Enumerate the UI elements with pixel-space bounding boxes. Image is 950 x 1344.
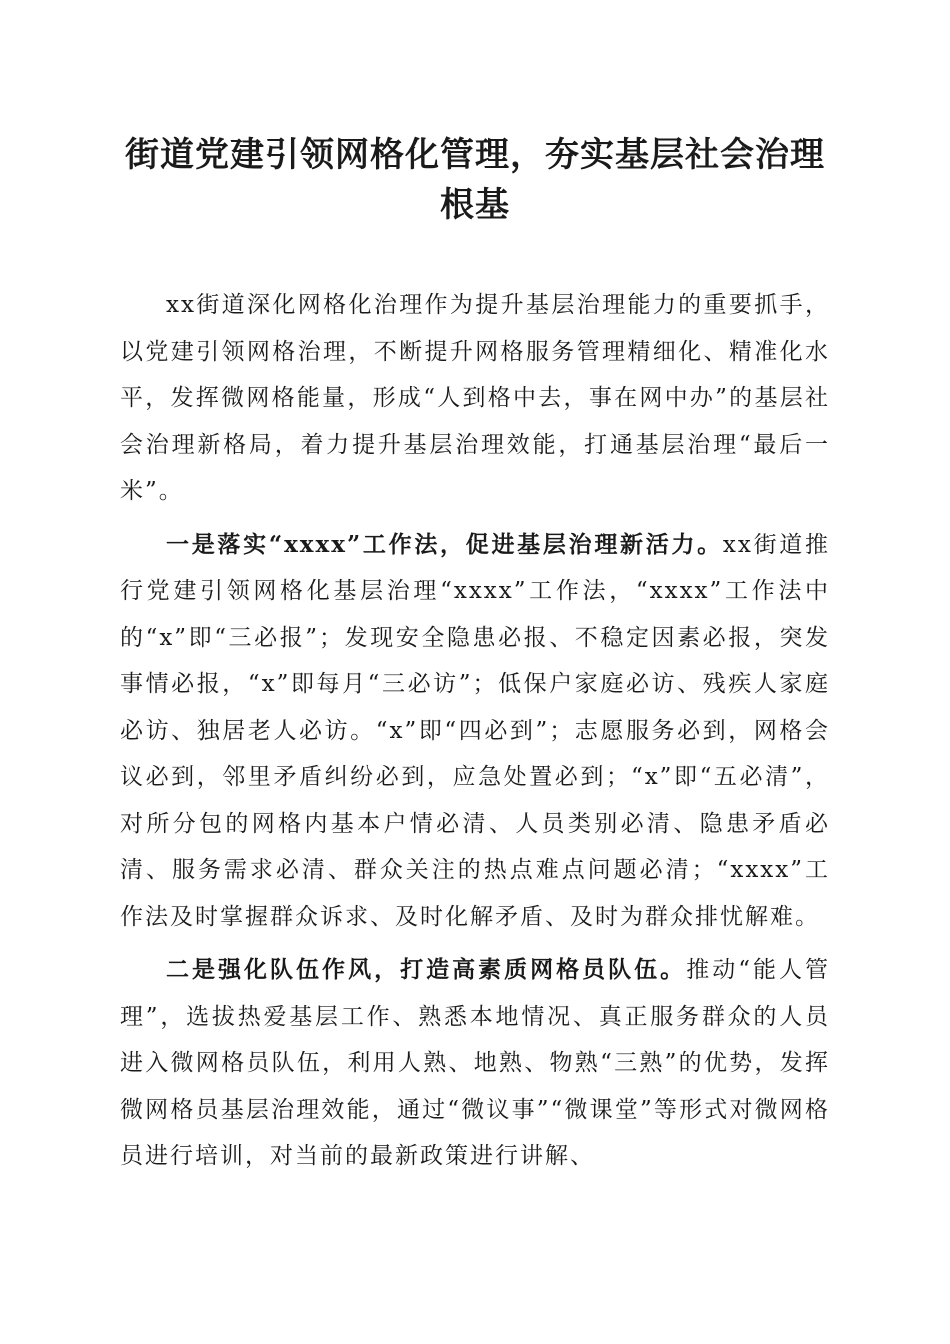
paragraph-1-text: xx街道深化网格化治理作为提升基层治理能力的重要抓手，以党建引领网格治理，不断提升网格服务管理精细化、精准化水平，发挥微网格能量，形成“人到格中去，事在网中办”的基层社会治理新格局，着力提升基层治理效能，打通基层治理“最后一米”。 [120,292,830,504]
paragraph-3-lead: 二是强化队伍作风，打造高素质网格员队伍。 [166,956,687,983]
paragraph-2-lead: 一是落实“xxxx”工作法，促进基层治理新活力。 [166,530,723,558]
body-paragraph-1 [120,282,830,515]
paragraph-2-text: xx街道推行党建引领网格化基层治理“xxxx”工作法，“xxxx”工作法中的“x”即“三必报”；发现安全隐患必报、不稳定因素必报，突发事情必报，“x”即每月“三必访”；低保户家庭必访、残疾人家庭必访、独居老人必访。“x”即“四必到”；志愿服务必到，网格会议必到，邻里矛盾纠纷必到，应急处置必到；“x”即“五必清”，对所分包的网格内基本户情必清、人员类别必清、隐患矛盾必清、服务需求必清、群众关注的热点难点问题必清；“xxxx”工作法及时掌握群众诉求、及时化解矛盾、及时为群众排忧解难。 [120,531,830,930]
paragraph-3-text: 推动“能人管理”，选拔热爱基层工作、熟悉本地情况、真正服务群众的人员进入微网格员队伍，利用人熟、地熟、物熟“三熟”的优势，发挥微网格员基层治理效能，通过“微议事”“微课堂”等形式对微网格员进行培训，对当前的最新政策进行讲解、 [120,957,830,1169]
body-paragraph-2 [120,522,830,941]
document-title: 街道党建引领网格化管理，夯实基层社会治理根基 [125,135,825,225]
body-paragraph-3 [120,947,830,1180]
document-page [120,130,830,1180]
